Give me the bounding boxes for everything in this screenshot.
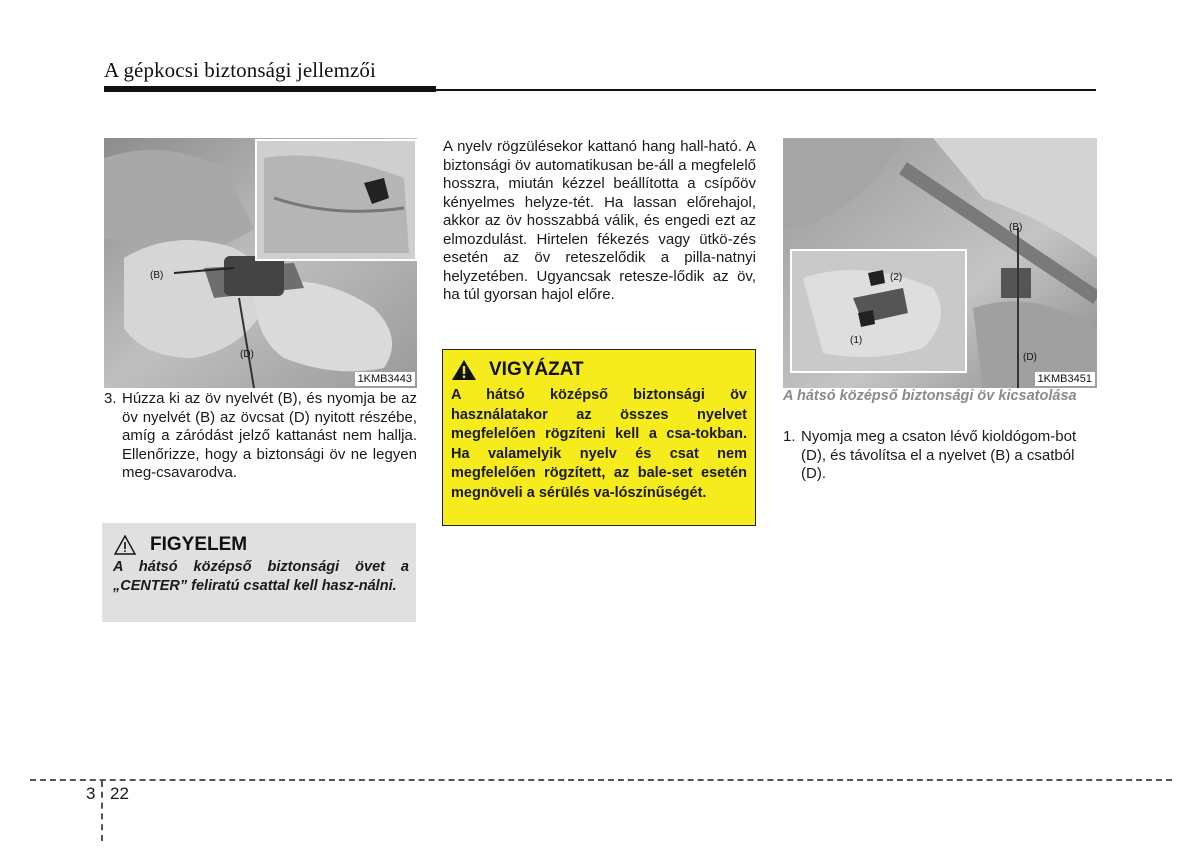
notice-text: A hátsó középső biztonsági övet a „CENTER” feliratú csattal kell hasz-nálni.: [113, 559, 409, 594]
label-b-marker: (B): [150, 270, 164, 281]
notice-title: FIGYELEM: [150, 534, 248, 555]
footer-divider: [101, 781, 103, 841]
warning-title: VIGYÁZAT: [489, 359, 584, 380]
step-text: Nyomja meg a csaton lévő kioldógom-bot (D), és távolítsa el a nyelvet (B) a csatból (D).: [801, 428, 1077, 482]
warning-text: A hátsó középső biztonsági öv használatakor az összes nyelvet megfelelően rögzíteni kell a csa-tokban. Ha valamelyik nyelv és csat nem megfelelően rögzített, az bale-set esetén megnöveli a sérülés va-lószínűségét.: [451, 387, 747, 501]
step-number: 1.: [783, 428, 796, 445]
page-number: 22: [110, 784, 129, 803]
buckle-insert-illustration: [104, 138, 417, 388]
header-rule-thin: [436, 89, 1096, 91]
caution-icon: [114, 535, 136, 555]
page-header-title: A gépkocsi biztonsági jellemzői: [104, 58, 376, 82]
label-d-marker: (D): [1023, 352, 1037, 363]
step-1: [783, 428, 1097, 484]
step-3: [104, 390, 417, 483]
label-d-marker: (D): [240, 349, 254, 360]
label-2-marker: (2): [890, 272, 903, 283]
warning-heading: [451, 359, 584, 387]
buckle-release-photo: [783, 138, 1097, 388]
buckle-insert-photo: [104, 138, 417, 388]
figure-caption: A hátsó középső biztonsági öv kicsatolása: [783, 388, 1077, 404]
warning-box: [442, 349, 756, 526]
middle-paragraph: A nyelv rögzülésekor kattanó hang hall-ható. A biztonsági öv automatikusan be-áll a megfelelő hosszra, miután kézzel beállította a csípőöv kényelmes helyze-tét. Ha lassan előrehajol, akkor az öv hosszabbá válik, és engedi ezt az elmozdulást. Hirtelen fékezés vagy ütkö-zés esetén az öv reteszelődik a pilla-natnyi helyzetében. Ugyancsak retesze-lődik az öv, ha túl gyorsan hajol előre.: [443, 138, 756, 303]
footer-rule: [30, 779, 1172, 781]
label-b-marker: (B): [1009, 222, 1023, 233]
warning-icon: [451, 359, 477, 381]
header-rule-thick: [104, 86, 436, 92]
notice-box: [102, 523, 416, 622]
photo-code: 1KMB3451: [1035, 372, 1095, 386]
step-number: 3.: [104, 390, 117, 407]
photo-code: 1KMB3443: [355, 372, 415, 386]
step-text: Húzza ki az öv nyelvét (B), és nyomja be az öv nyelvét (B) az övcsat (D) nyitott részébe, amíg a záródást jelző kattanást nem hallja. Ellenőrizze, hogy a biztonsági öv ne legyen meg-csavarodva.: [122, 390, 417, 481]
chapter-number: 3: [86, 784, 96, 803]
label-1-marker: (1): [850, 335, 863, 346]
buckle-release-illustration: [783, 138, 1097, 388]
